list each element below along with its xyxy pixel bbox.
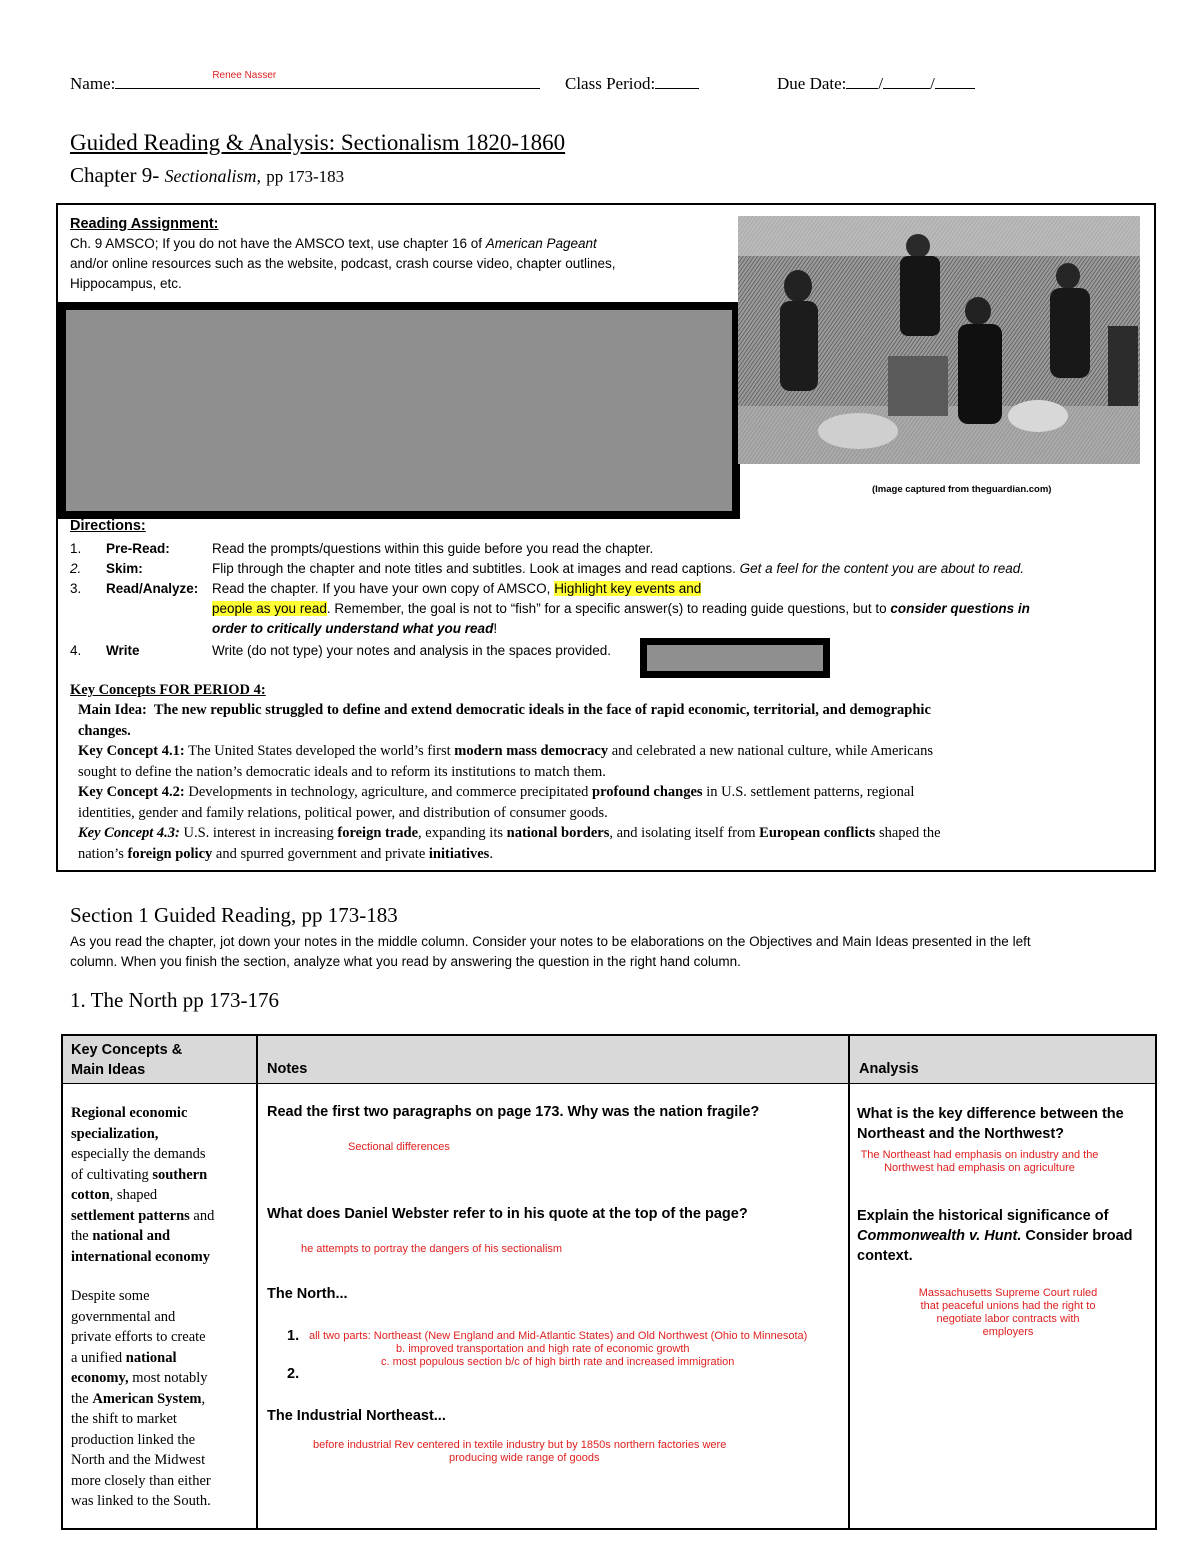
notes-answer-fragile[interactable]: Sectional differences bbox=[348, 1141, 450, 1153]
key-concepts-text: Main Idea: The new republic struggled to define and extend democratic ideals in the face of rapid economic, territorial, and demographic changes. Key Concept 4.1: The United States developed the world’s first modern mass democracy and celebrated a new national culture, while Americans sought to define the nation’s democratic ideals and to reform its institutions to match them. Key Concept 4.2: Developments in technology, agriculture, and commerce precipitated profound changes in U.S. settlement patterns, regional identities, gender and family relations, political power, and distribution of consumer goods. Key Concept 4.3: U.S. interest in increasing foreign trade, expanding its national borders, and isolating itself from European conflicts shaped the nation’s foreign policy and spurred government and private initiatives. bbox=[78, 700, 1153, 864]
notes-answer-north-1c[interactable]: c. most populous section b/c of high birth rate and increased immigration bbox=[381, 1356, 735, 1368]
cotton-gin-engraving bbox=[738, 216, 1140, 464]
key-concept-4-3: Key Concept 4.3: U.S. interest in increasing foreign trade, expanding its national borders, and isolating itself from European conflicts shaped the bbox=[78, 825, 941, 841]
date-slash: / bbox=[930, 74, 935, 93]
due-date-label: Due Date: bbox=[777, 74, 847, 93]
name-field[interactable] bbox=[115, 72, 540, 89]
name-label: Name: bbox=[70, 74, 116, 93]
redacted-block bbox=[58, 302, 740, 519]
notes-answer-north-1[interactable]: all two parts: Northeast (New England and Mid-Atlantic States) and Old Northwest (Ohio to Minnesota) bbox=[309, 1330, 808, 1342]
notes-question-webster: What does Daniel Webster refer to in his quote at the top of the page? bbox=[267, 1206, 748, 1222]
image-caption: (Image captured from theguardian.com) bbox=[872, 484, 1052, 495]
section-subtitle: 1. The North pp 173-176 bbox=[70, 988, 280, 1012]
due-year-field[interactable] bbox=[935, 72, 975, 89]
directions-heading: Directions: bbox=[70, 518, 146, 534]
notes-table bbox=[61, 1034, 1157, 1530]
direction-item: 1. Pre-Read: Read the prompts/questions within this guide before you read the chapter. bbox=[70, 541, 654, 556]
key-concept-4-1: Key Concept 4.1: The United States developed the world’s first modern mass democracy and celebrated a new national culture, while Americans bbox=[78, 743, 934, 759]
main-idea-american-system: Despite some governmental and private efforts to create a unified national economy, most notably the American System, the shift to market production linked the North and the Midwest more closely than either was linked to the South. bbox=[71, 1288, 211, 1509]
key-concept-4-2: Key Concept 4.2: Developments in technology, agriculture, and commerce precipitated profound changes in U.S. settlement patterns, regional bbox=[78, 784, 915, 800]
class-period-label: Class Period: bbox=[565, 74, 656, 93]
notes-question-fragile: Read the first two paragraphs on page 173. Why was the nation fragile? bbox=[267, 1104, 760, 1120]
notes-answer-industrial-2[interactable]: producing wide range of goods bbox=[449, 1452, 600, 1464]
class-period-row bbox=[565, 72, 699, 94]
due-month-field[interactable] bbox=[846, 72, 878, 89]
table-header bbox=[63, 1036, 1155, 1083]
notes-item-number: 1. bbox=[287, 1328, 300, 1344]
name-value: Renee Nasser bbox=[212, 70, 277, 81]
redacted-block-small bbox=[640, 638, 830, 678]
notes-answer-webster[interactable]: he attempts to portray the dangers of his sectionalism bbox=[301, 1243, 563, 1255]
col-head-notes: Notes bbox=[267, 1061, 308, 1077]
chapter-title: Chapter 9- Sectionalism, pp 173-183 bbox=[70, 163, 345, 187]
analysis-question-difference: What is the key difference between the Northeast and the Northwest? bbox=[857, 1106, 1124, 1142]
col-head-key-concepts: Key Concepts & Main Ideas bbox=[71, 1042, 183, 1078]
notes-question-north: The North... bbox=[267, 1286, 348, 1302]
page-title: Guided Reading & Analysis: Sectionalism 1820-1860 bbox=[70, 130, 566, 155]
analysis-question-commonwealth: Explain the historical significance of Commonwealth v. Hunt. Consider broad context. bbox=[857, 1208, 1133, 1264]
analysis-answer-difference[interactable]: The Northeast had emphasis on industry and the Northwest had emphasis on agriculture bbox=[860, 1149, 1099, 1174]
analysis-answer-commonwealth[interactable]: Massachusetts Supreme Court ruled that peaceful unions had the right to negotiate labor contracts with employers bbox=[918, 1287, 1098, 1338]
class-period-field[interactable] bbox=[655, 72, 699, 89]
notes-answer-north-1b[interactable]: b. improved transportation and high rate of economic growth bbox=[396, 1343, 690, 1355]
due-date-row bbox=[777, 72, 975, 94]
direction-item: 4. Write Write (do not type) your notes and analysis in the spaces provided. bbox=[70, 643, 611, 658]
key-concepts-heading: Key Concepts FOR PERIOD 4: bbox=[70, 682, 266, 698]
name-row bbox=[70, 72, 540, 94]
direction-item: 2. Skim: Flip through the chapter and note titles and subtitles. Look at images and read captions. Get a feel for the content you are about to read. bbox=[70, 561, 1025, 576]
due-day-field[interactable] bbox=[883, 72, 930, 89]
notes-item-number: 2. bbox=[287, 1366, 300, 1382]
notes-answer-industrial[interactable]: before industrial Rev centered in textile industry but by 1850s northern factories were bbox=[313, 1439, 727, 1451]
section-title: Section 1 Guided Reading, pp 173-183 bbox=[70, 903, 398, 927]
reading-assignment: Reading Assignment: Ch. 9 AMSCO; If you do not have the AMSCO text, use chapter 16 of American Pageant and/or online resources such as the website, podcast, crash course video, chapter outlines, Hippocampus, etc. bbox=[70, 216, 616, 291]
reading-assignment-heading: Reading Assignment: bbox=[70, 216, 219, 232]
direction-item: 3. Read/Analyze: Read the chapter. If you have your own copy of AMSCO, Highlight key events and people as you read. Remember, the goal is not to “fish” for a specific answer(s) to reading guide questions, but to consider questions in order to critically understand what you read! bbox=[70, 581, 1030, 636]
directions-list bbox=[70, 539, 1140, 661]
main-idea-regional: Regional economic specialization, especially the demands of cultivating southern cotton, shaped settlement patterns and the national and international economy bbox=[71, 1105, 215, 1265]
engraving-illustration bbox=[738, 216, 1140, 464]
date-slash: / bbox=[878, 74, 884, 93]
main-idea: Main Idea: The new republic struggled to define and extend democratic ideals in the face of rapid economic, territorial, and demographic bbox=[78, 702, 931, 718]
col-head-analysis: Analysis bbox=[859, 1061, 919, 1077]
section-intro: As you read the chapter, jot down your notes in the middle column. Consider your notes to be elaborations on the Objectives and Main Ideas presented in the left column. When you finish the section, analyze what you read by answering the question in the right hand column. bbox=[70, 934, 1031, 969]
notes-question-industrial: The Industrial Northeast... bbox=[267, 1408, 446, 1424]
